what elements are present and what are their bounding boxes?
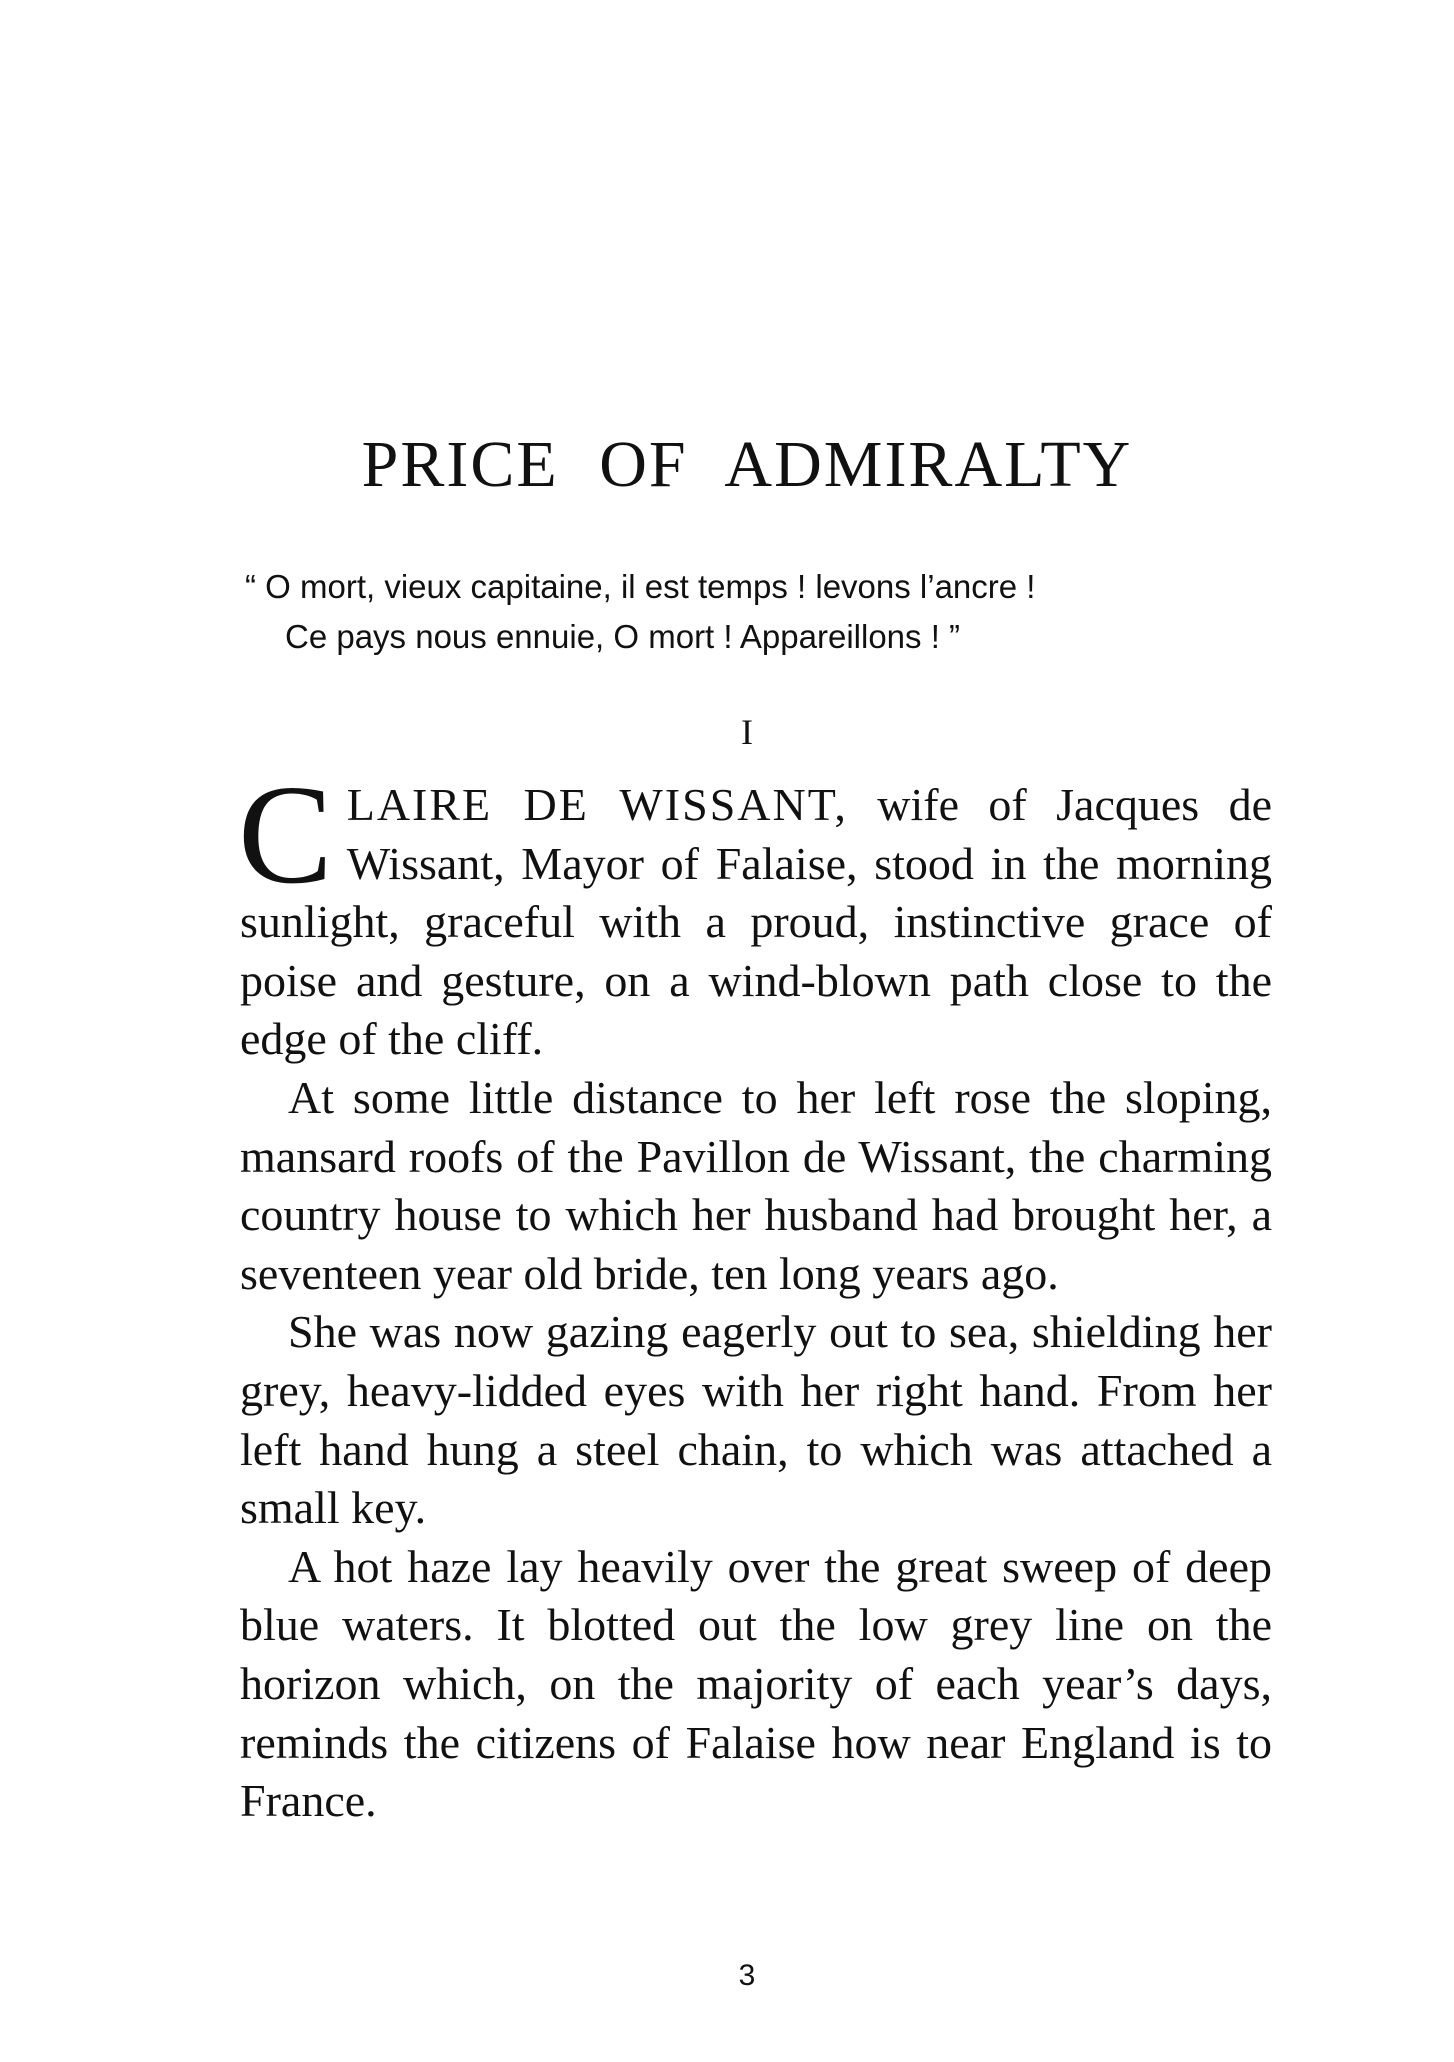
page-number: 3 — [738, 1959, 756, 1992]
epigraph-line-1: “ O mort, vieux capitaine, il est temps ! levons l’ancre ! — [245, 568, 1036, 605]
epigraph-line-2: Ce pays nous ennuie, O mort ! Appareillons ! ” — [285, 618, 961, 655]
section-number: I — [741, 712, 753, 752]
chapter-title: PRICE OF ADMIRALTY — [361, 428, 1133, 501]
paragraph-2: At some little distance to her left rose the sloping, mansard roofs of the Pavillon de Wissant, the charming country house to which her husband had brought her, a seventeen year old bride, ten long years ago. — [240, 1071, 1272, 1299]
paragraph-3: She was now gazing eagerly out to sea, shielding her grey, heavy-lidded eyes with her right hand. From her left hand hung a steel chain, to which was attached a small key. — [240, 1306, 1272, 1534]
paragraph-1-caps: LAIRE DE WISSANT, — [346, 779, 848, 830]
paragraph-1 — [238, 755, 1272, 1069]
paragraph-1-text: wife of Jacques de Wissant, Mayor of Falaise, stood in the morning sunlight, graceful with a proud, instinctive grace of poise and gesture, on a wind-blown path close to the edge of the cliff. — [240, 779, 1272, 1065]
drop-cap: C — [238, 755, 333, 913]
epigraph — [245, 562, 1265, 662]
paragraph-4: A hot haze lay heavily over the great sweep of deep blue waters. It blotted out the low grey line on the horizon which, on the majority of each year’s days, reminds the citizens of Falaise how near England is to France. — [240, 1540, 1272, 1827]
body-text — [238, 755, 1272, 1831]
